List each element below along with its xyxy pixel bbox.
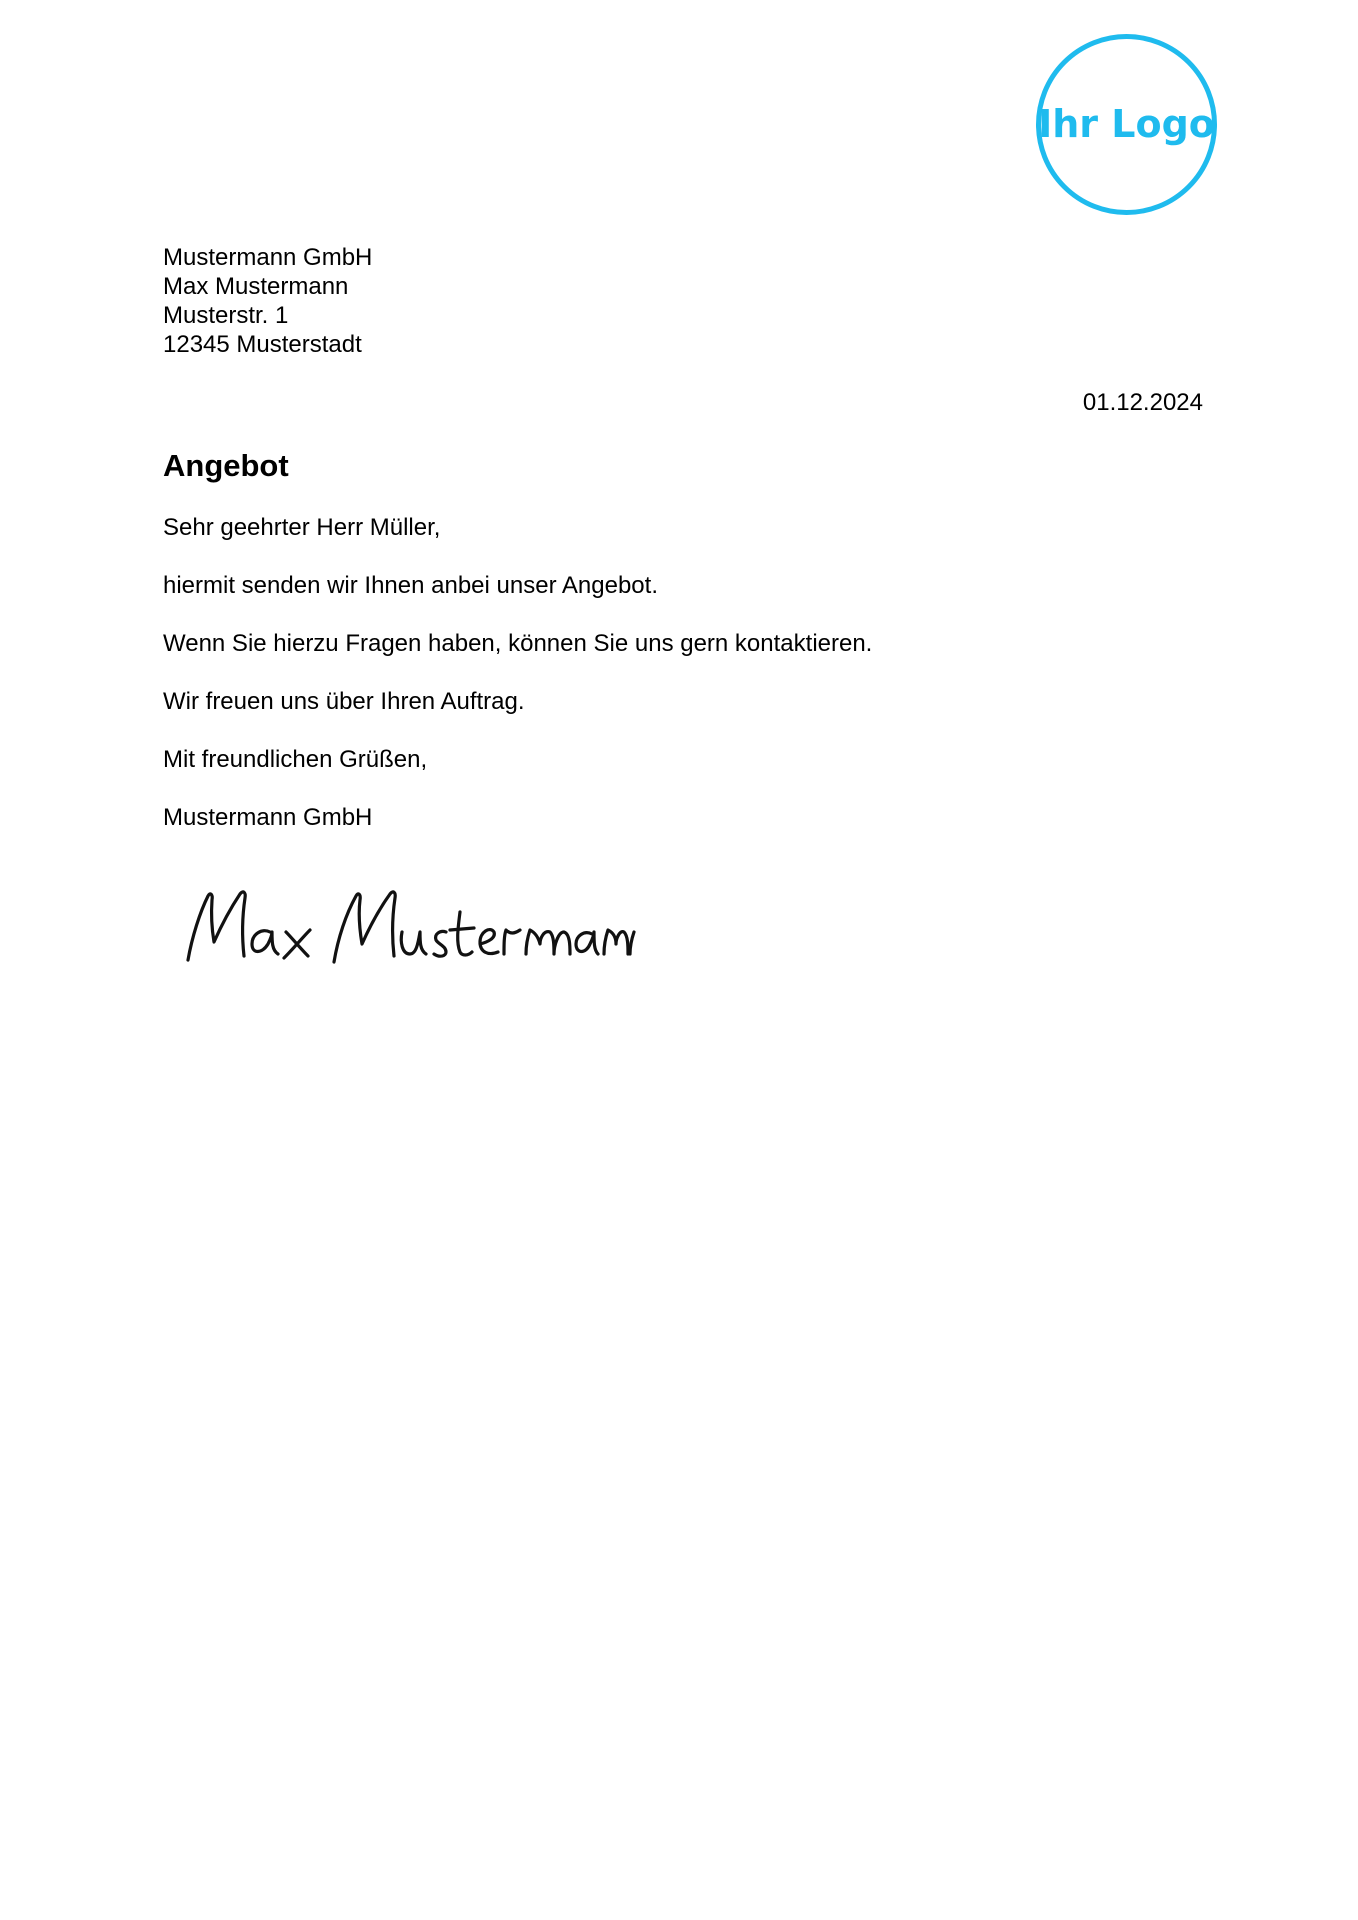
letter-date: 01.12.2024 xyxy=(1082,389,1203,416)
recipient-company: Mustermann GmbH xyxy=(163,244,373,271)
paragraph-thanks: Wir freuen uns über Ihren Auftrag. xyxy=(163,688,525,715)
recipient-street: Musterstr. 1 xyxy=(163,302,289,329)
recipient-address xyxy=(163,243,372,359)
sender-company: Mustermann GmbH xyxy=(163,804,373,831)
letter-body xyxy=(163,513,872,861)
letter-subject: Angebot xyxy=(163,448,289,483)
salutation: Sehr geehrter Herr Müller, xyxy=(163,514,441,541)
paragraph-intro: hiermit senden wir Ihnen anbei unser Angebot. xyxy=(163,572,658,599)
logo-text: Ihr Logo xyxy=(1038,102,1215,146)
recipient-city: 12345 Musterstadt xyxy=(163,331,362,358)
closing: Mit freundlichen Grüßen, xyxy=(163,746,428,773)
recipient-name: Max Mustermann xyxy=(163,273,349,300)
paragraph-questions: Wenn Sie hierzu Fragen haben, können Sie uns gern kontaktieren. xyxy=(163,630,873,657)
company-logo xyxy=(1035,33,1218,216)
logo-circle-icon xyxy=(1035,33,1218,216)
handwritten-signature xyxy=(178,882,638,974)
signature-drawing xyxy=(178,882,638,974)
